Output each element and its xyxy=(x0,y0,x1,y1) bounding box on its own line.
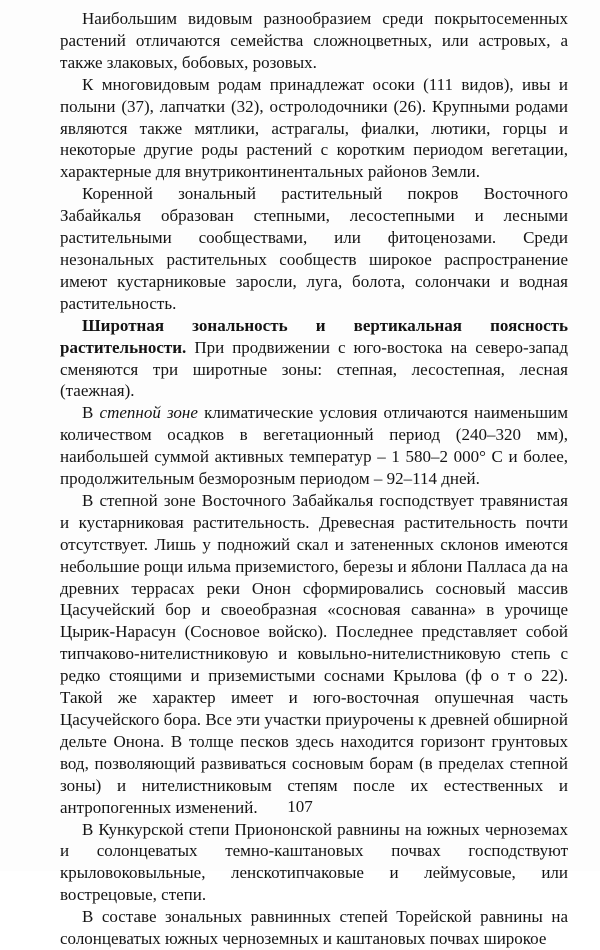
page-number: 107 xyxy=(287,797,313,816)
paragraph-6-text: В степной зоне Восточного Забайкалья господствует травянистая и кустарниковая растительность. Древесная растительность почти отсутствует. Лишь у подножий скал и затененных склонов имеются небольшие рощи ильма приземистого, березы и яблони Палласа да на древних террасах реки Онон сформировались сосновый массив Цасучейский бор и своеобразная «сосновая саванна» в урочище Цырик-Нарасун (Сосновое войско). Последнее представляет собой типчаково-нителистниковую и ковыльно-нителистниковую степь с редко стоящими и приземистыми соснами Крылова (ф о т о 22). Такой же характер имеет и юго-восточная опушечная часть Цасучейского бора. Все эти участки приурочены к древней обширной дельте Онона. В толще песков здесь находится горизонт грунтовых вод, позволяющий развиваться сосновым борам (в пределах степной зоны) и нителистниковым степям после их естественных и антропогенных изменений. xyxy=(60,490,568,817)
paragraph-4 xyxy=(60,315,568,403)
paragraph-5-text: климатические условия отличаются наименьшим количеством осадков в вегетационный период (240–320 мм), наибольшей суммой активных температур – 1 580–2 000° С и более, продолжительным безморозным периодом – 92–114 дней. xyxy=(60,403,568,489)
paragraph-5 xyxy=(60,402,568,490)
paragraph-3 xyxy=(60,183,568,314)
paragraph-6 xyxy=(60,490,568,819)
paragraph-8-text: В составе зональных равнинных степей Торейской равнины на солонцеватых южных черноземных и каштановых почвах широкое xyxy=(60,907,568,949)
section-heading: Широтная зональность и вертикальная поясность растительности. xyxy=(60,315,568,357)
paragraph-7-text: В Кункурской степи Приононской равнины на южных черноземах и солонцеватых темно-каштановых почвах господствуют крыловоковыльные, ленскотипчаковые и леймусовые, или вострецовые, степи. xyxy=(60,819,568,905)
paragraph-7 xyxy=(60,819,568,907)
paragraph-4-text: При продвижении с юго-востока на северо-запад сменяются три широтные зоны: степная, лесостепная, лесная (таежная). xyxy=(60,337,568,401)
paragraph-5-lead: В xyxy=(82,403,100,423)
paragraph-1-text: Наибольшим видовым разнообразием среди покрытосеменных растений отличаются семейства сложноцветных, или астровых, а также злаковых, бобовых, розовых. xyxy=(60,9,568,72)
paragraph-3-text: Коренной зональный растительный покров Восточного Забайкалья образован степными, лесостепными и лесными растительными сообществами, или фитоценозами. Среди незональных растительных сообществ широкое распространение имеют кустарниковые заросли, луга, болота, солончаки и водная растительность. xyxy=(60,184,568,313)
paragraph-2 xyxy=(60,74,568,184)
steppe-zone-term: степной зоне xyxy=(99,403,198,423)
paragraph-2-text: К многовидовым родам принадлежат осоки (111 видов), ивы и полыни (37), лапчатки (32), остролодочники (26). Крупными родами являются также мятлики, астрагалы, фиалки, лютики, горцы и некоторые другие роды растений с коротким периодом вегетации, характерные для внутриконтинентальных районов Земли. xyxy=(60,74,568,182)
paragraph-1 xyxy=(60,8,568,74)
paragraph-8 xyxy=(60,906,568,950)
